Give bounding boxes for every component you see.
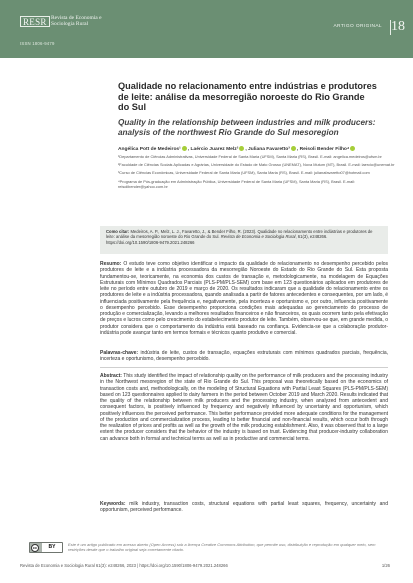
- abstract-pt-label: Resumo:: [100, 261, 122, 267]
- footer-reference: Revista de Economia e Sociologia Rural 61(3): e248266, 2023 | https://doi.org/10.1590/1806-9479.2021.248266: [20, 563, 228, 568]
- cc-by-label: BY: [42, 543, 62, 552]
- abstract-portuguese: [100, 261, 388, 336]
- orcid-icon[interactable]: [350, 146, 355, 151]
- citation-doi[interactable]: , 61(3), e248266. https://doi.org/10.1590/1806-9479.2021.248266: [106, 234, 328, 245]
- affiliation: ³Curso de Ciências Econômicas, Universidade Federal de Santa Maria (UFSM), Santa Maria (RS), Brasil. E-mail: julianafavaretto07@hotmail.com: [118, 170, 370, 176]
- creative-commons-badge[interactable]: [29, 542, 63, 553]
- author-list: [118, 146, 398, 153]
- affiliation: ⁴Programa de Pós-graduação em Administração Pública, Universidade Federal de Santa Maria (UFSM), Santa Maria (RS), Brasil. E-mail: reisolibender@yahoo.com.br: [118, 178, 356, 189]
- orcid-icon[interactable]: [239, 146, 244, 151]
- author-name: , Juliana Favaretto³: [245, 147, 290, 152]
- section-divider: [100, 367, 388, 368]
- keywords-pt-label: Palavras-chave:: [100, 350, 139, 356]
- license-text: Este é um artigo publicado em acesso aberto (Open Access) sob a licença Creative Commons Attribution, que permite uso, distribuição e reprodução em qualquer meio, sem restrições desde que o trabalho original seja corretamente citado.: [68, 542, 376, 552]
- keywords-pt-text: indústria de leite, custos de transação, equações estruturais com mínimos quadrados parciais, frequência, incerteza e oportunismo, desempenho percebido.: [100, 350, 388, 363]
- article-type: ARTIGO ORIGINAL: [333, 24, 382, 29]
- affiliation: ²Faculdade de Ciências Sociais Aplicadas e Agrárias, Universidade do Estado de Mato Grosso (UNEMAT), Nova Mutum (MT), Brasil. E-mail: laercio@unemat.br: [118, 162, 395, 168]
- abstract-en-text: This study identified the impact of relationship quality on the performance of milk producers and the processing industry in the Northwest mesoregion of the state of Rio Grande do Sul. This proposal was theoretically based on the economics of transaction costs and, methodologically, on the modeling of Structural Equations with Partial Least Squares (PLS-PM/PLS-SEM) based on 123 questionnaires applied to dairy farmers in the period between October 2019 and March 2020. Results indicated that the quality of the relationship between milk producers and the processing industry, when analyzed from antecedent and consequent factors, is positively influenced by frequency and negatively influenced by uncertainty and opportunism, which positively influences the perceived performance. This better performance provided more adequate conditions for the management of the production and commercialization process, leading to better financial and non-financial results, which occur both through the realization of prices and profits as well as the growth of the milk producing establishment. Also, it was observed that to a large extent the producer considers that the behavior of the industry is based on trust. Evidencing that producer-industry collaboration can advance both in formal and technical terms as well as in productive and commercial terms.: [100, 373, 388, 442]
- affiliation: ¹Departamento de Ciências Administrativas, Universidade Federal de Santa Maria (UFSM), Santa Maria (RS), Brasil. E-mail: angelica.medeiros@ufsm.br: [118, 154, 382, 159]
- abstract-en-label: Abstract:: [100, 373, 122, 379]
- citation-box: [100, 226, 388, 254]
- keywords-en-text: milk industry, transaction costs, structural equations with partial least squares, frequency, uncertainty and opportunism, perceived performance.: [100, 501, 388, 514]
- article-subtitle: Quality in the relationship between industries and milk producers: analysis of the northwest Rio Grande do Sul mesoregion: [118, 118, 376, 137]
- keywords-en-label: Keywords:: [100, 501, 126, 507]
- author-name: , Reisoli Bender Filho⁴: [296, 147, 350, 152]
- orcid-icon[interactable]: [182, 146, 187, 151]
- abstract-pt-text: O estudo teve como objetivo identificar o impacto da qualidade do relacionamento no desempenho percebido pelos produtores de leite e a indústria processadora da mesorregião Noroeste do Estado do Rio Grande do Sul. Esta proposta fundamentou-se, teoricamente, na economia dos custos de transação e, metodologicamente, na modelagem de Equações Estruturais com Mínimos Quadrados Parciais (PLS-PM/PLS-SEM) com base em 123 questionários aplicados em produtores de leite no período entre outubro de 2019 e março de 2020. Os resultados indicaram que a qualidade do relacionamento entre os produtores de leite e a indústria processadora, quando analisada a partir de fatores antecedentes e consequentes, por um lado, é influenciada positivamente pela frequência e, negativamente, pela incerteza e oportunismo e, por outro, influencia positivamente o desempenho percebido. Esse desempenho proporciona condições mais adequadas ao gerenciamento do processo de produção e comercialização, levando a melhores resultados financeiros e não financeiros, os quais ocorrem tanto pela efetivação de preços e lucros como pelo crescimento do estabelecimento produtor de leite. Também, observou-se que, em grande medida, o produtor considera que o comportamento da indústria está baseado na confiança. Evidencia-se que a colaboração produtor-indústria pode avançar tanto em termos formais e técnicos quanto produtivo e comercial.: [100, 261, 388, 336]
- author-name: , Laércio Juarez Melz²: [187, 147, 239, 152]
- orcid-icon[interactable]: [291, 146, 296, 151]
- citation-label: Como citar:: [106, 229, 130, 234]
- journal-header: [0, 0, 413, 58]
- author-name: Angélica Pott de Medeiros¹: [118, 147, 181, 152]
- abstract-english: [100, 373, 388, 442]
- citation-text: Medeiros, A. P., Melz, L. J., Favaretto, J., & Bender Filho, R. (2023). Qualidade no relacionamento entre indústrias e produtores de leite: análise da mesorregião noroeste do Rio Grande do Sul.: [106, 229, 373, 240]
- journal-logo: RESR: [20, 16, 50, 27]
- keywords-portuguese: [100, 350, 388, 363]
- affiliations: [118, 155, 398, 193]
- cc-icon: cc: [32, 546, 38, 550]
- header-page-number: 18: [391, 19, 405, 34]
- keywords-english: [100, 501, 388, 514]
- issn: ISSN 1806-9479: [20, 41, 55, 46]
- footer-page-number: 1/26: [381, 563, 390, 568]
- journal-name: Revista de Economia e Sociologia Rural: [51, 15, 102, 28]
- citation-journal: Revista de Economia e Sociologia Rural: [220, 234, 296, 240]
- article-title: Qualidade no relacionamento entre indústrias e produtores de leite: análise da mesorregião noroeste do Rio Grande do Sul: [118, 81, 377, 113]
